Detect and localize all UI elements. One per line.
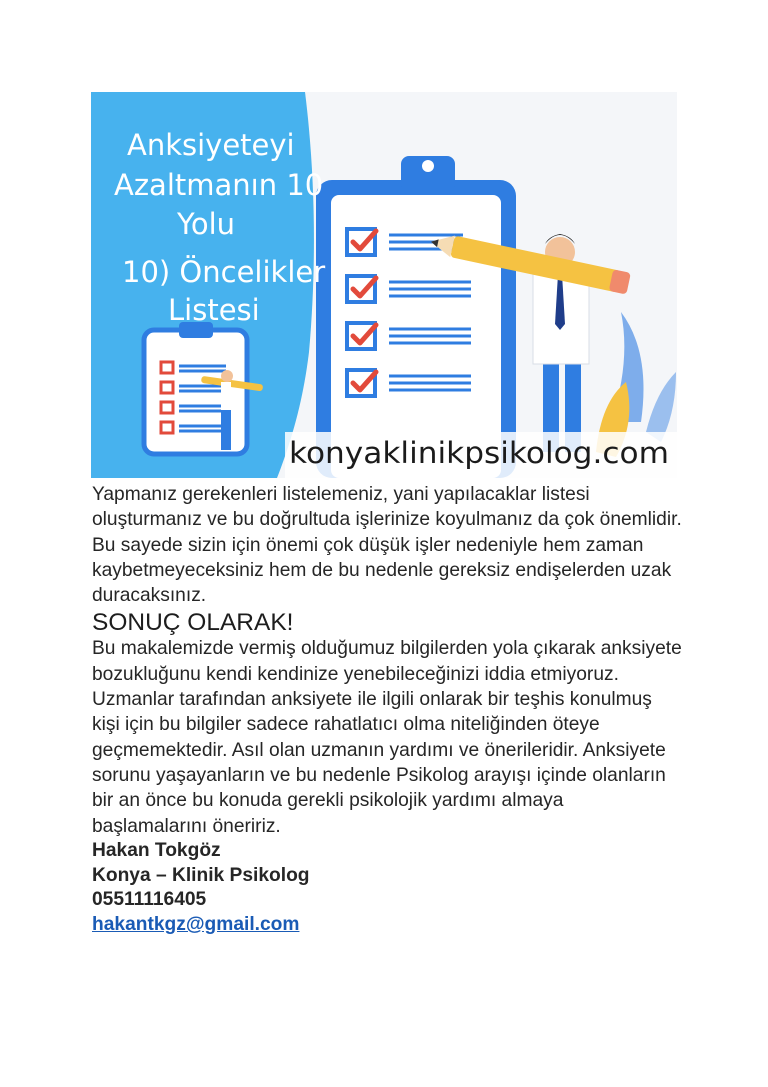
conclusion-paragraph: Bu makalemizde vermiş olduğumuz bilgilerden yola çıkarak anksiyete bozukluğunu kendi kendinize yenebileceğinizi iddia etmiyoruz. Uzmanlar tarafından anksiyete ile ilgili onlarak bir teşhis konulmuş kişi için bu bilgiler sadece rahatlatıcı olma niteliğinden öteye geçmemektedir. Asıl olan uzmanın yardımı ve önerileridir. Anksiyete sorunu yaşayanların ve bu nedenle Psikolog arayışı içinde olanların bir an önce bu konuda gerekli psikolojik yardımı almaya başlamalarını öneririz. xyxy=(92,638,682,837)
intro-paragraph: Yapmanız gerekenleri listelemeniz, yani yapılacaklar listesi oluşturmanız ve bu doğrultuda işlerinize koyulmanız da çok önemlidir. Bu sayede sizin için önemi çok düşük işler nedeniyle hem zaman kaybetmeyeceksiniz hem de bu nedenle gereksiz endişelerden uzak duracaksınız. xyxy=(92,484,682,607)
banner-image xyxy=(91,92,677,478)
author-phone: 05511116405 xyxy=(92,889,207,911)
author-name: Hakan Tokgöz xyxy=(92,839,221,861)
banner-title-line-3: Yolu xyxy=(177,207,236,241)
small-clipboard-illustration xyxy=(144,322,263,454)
article-content xyxy=(92,482,682,938)
banner-title-line-1: Anksiyeteyi xyxy=(127,128,295,162)
watermark-text: konyaklinikpsikolog.com xyxy=(289,436,669,470)
banner-title-line-5: Listesi xyxy=(168,293,260,327)
author-email-link[interactable]: hakantkgz@gmail.com xyxy=(92,914,300,936)
author-title: Konya – Klinik Psikolog xyxy=(92,864,310,886)
banner-title-line-4: 10) Öncelikler xyxy=(122,255,326,289)
large-clipboard-illustration xyxy=(316,156,516,478)
banner-title-line-2: Azaltmanın 10 xyxy=(114,168,324,202)
section-heading: SONUÇ OLARAK! xyxy=(92,609,294,637)
